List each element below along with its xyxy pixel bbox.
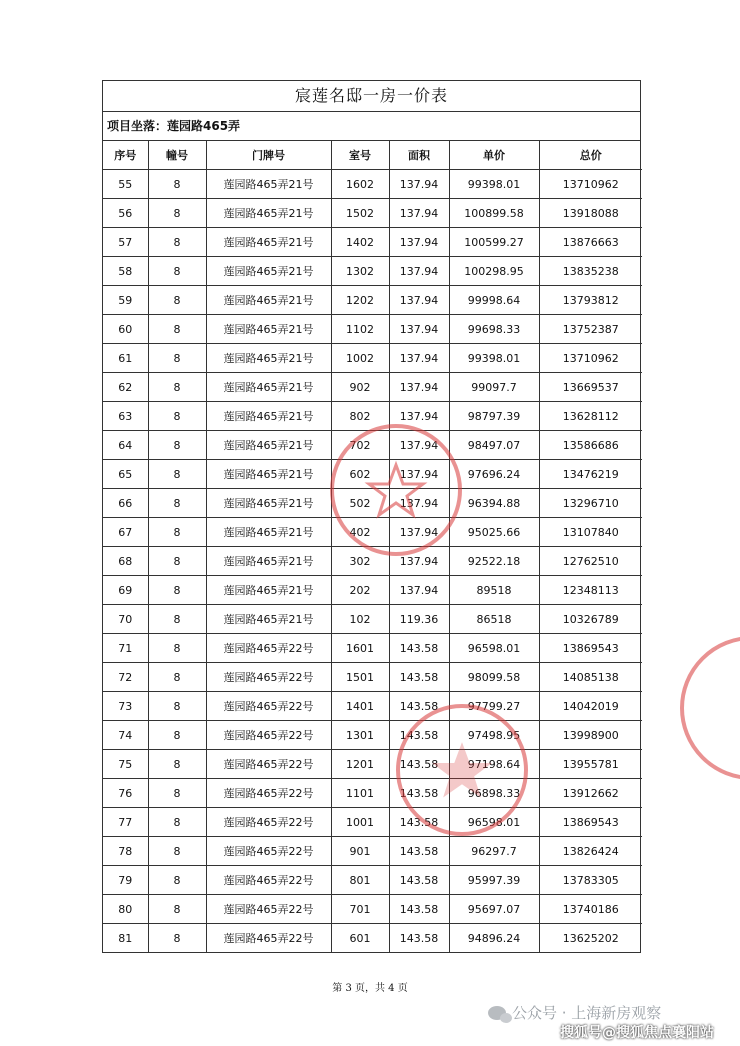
table-cell: 8 — [148, 808, 206, 837]
table-cell: 13918088 — [539, 199, 642, 228]
table-cell: 8 — [148, 692, 206, 721]
table-cell: 137.94 — [389, 489, 449, 518]
table-cell: 13586686 — [539, 431, 642, 460]
table-cell: 8 — [148, 170, 206, 199]
table-cell: 902 — [331, 373, 389, 402]
table-cell: 8 — [148, 721, 206, 750]
table-cell: 13107840 — [539, 518, 642, 547]
table-cell: 8 — [148, 895, 206, 924]
table-cell: 莲园路465弄22号 — [206, 663, 331, 692]
table-row — [103, 170, 642, 199]
table-cell: 137.94 — [389, 431, 449, 460]
table-cell: 137.94 — [389, 547, 449, 576]
table-cell: 74 — [103, 721, 148, 750]
table-cell: 13296710 — [539, 489, 642, 518]
table-cell: 莲园路465弄21号 — [206, 286, 331, 315]
table-cell: 13876663 — [539, 228, 642, 257]
table-cell: 8 — [148, 663, 206, 692]
table-cell: 13740186 — [539, 895, 642, 924]
table-cell: 莲园路465弄22号 — [206, 895, 331, 924]
table-row — [103, 518, 642, 547]
table-cell: 8 — [148, 431, 206, 460]
table-cell: 莲园路465弄21号 — [206, 257, 331, 286]
table-cell: 60 — [103, 315, 148, 344]
table-row — [103, 837, 642, 866]
table-row — [103, 373, 642, 402]
table-cell: 12348113 — [539, 576, 642, 605]
table-cell: 8 — [148, 779, 206, 808]
table-row — [103, 605, 642, 634]
project-location: 项目坐落：莲园路465弄 — [103, 112, 640, 141]
table-cell: 143.58 — [389, 895, 449, 924]
table-cell: 68 — [103, 547, 148, 576]
table-cell: 14042019 — [539, 692, 642, 721]
table-cell: 137.94 — [389, 199, 449, 228]
table-row — [103, 431, 642, 460]
table-cell: 8 — [148, 605, 206, 634]
table-cell: 65 — [103, 460, 148, 489]
table-cell: 13710962 — [539, 170, 642, 199]
table-cell: 64 — [103, 431, 148, 460]
table-cell: 80 — [103, 895, 148, 924]
table-cell: 143.58 — [389, 924, 449, 953]
table-cell: 96394.88 — [449, 489, 539, 518]
table-cell: 1501 — [331, 663, 389, 692]
table-cell: 8 — [148, 750, 206, 779]
table-cell: 8 — [148, 866, 206, 895]
table-cell: 143.58 — [389, 750, 449, 779]
table-cell: 8 — [148, 489, 206, 518]
table-cell: 99097.7 — [449, 373, 539, 402]
table-cell: 72 — [103, 663, 148, 692]
table-row — [103, 924, 642, 953]
table-cell: 602 — [331, 460, 389, 489]
table-cell: 502 — [331, 489, 389, 518]
table-cell: 莲园路465弄21号 — [206, 431, 331, 460]
table-cell: 143.58 — [389, 721, 449, 750]
table-cell: 1602 — [331, 170, 389, 199]
table-cell: 75 — [103, 750, 148, 779]
page-number: 第 3 页，共 4 页 — [332, 983, 408, 994]
table-row — [103, 721, 642, 750]
table-cell: 137.94 — [389, 286, 449, 315]
table-cell: 13912662 — [539, 779, 642, 808]
table-cell: 96598.01 — [449, 634, 539, 663]
table-cell: 95997.39 — [449, 866, 539, 895]
table-cell: 97799.27 — [449, 692, 539, 721]
table-row — [103, 199, 642, 228]
table-cell: 143.58 — [389, 866, 449, 895]
table-row — [103, 547, 642, 576]
table-cell: 8 — [148, 547, 206, 576]
table-cell: 莲园路465弄22号 — [206, 779, 331, 808]
table-row — [103, 808, 642, 837]
table-row — [103, 779, 642, 808]
table-cell: 71 — [103, 634, 148, 663]
table-cell: 57 — [103, 228, 148, 257]
table-cell: 12762510 — [539, 547, 642, 576]
table-cell: 13752387 — [539, 315, 642, 344]
table-cell: 70 — [103, 605, 148, 634]
table-cell: 莲园路465弄21号 — [206, 373, 331, 402]
table-row — [103, 402, 642, 431]
table-row — [103, 489, 642, 518]
table-cell: 8 — [148, 315, 206, 344]
table-row — [103, 228, 642, 257]
table-cell: 1302 — [331, 257, 389, 286]
table-cell: 13955781 — [539, 750, 642, 779]
table-cell: 8 — [148, 837, 206, 866]
table-cell: 莲园路465弄21号 — [206, 228, 331, 257]
table-cell: 100899.58 — [449, 199, 539, 228]
wechat-watermark — [488, 1002, 661, 1023]
table-cell: 莲园路465弄21号 — [206, 402, 331, 431]
table-cell: 13869543 — [539, 634, 642, 663]
table-cell: 1202 — [331, 286, 389, 315]
table-cell: 92522.18 — [449, 547, 539, 576]
table-cell: 13869543 — [539, 808, 642, 837]
table-cell: 8 — [148, 228, 206, 257]
table-cell: 98797.39 — [449, 402, 539, 431]
table-cell: 8 — [148, 634, 206, 663]
table-cell: 137.94 — [389, 315, 449, 344]
table-cell: 59 — [103, 286, 148, 315]
column-header: 面积 — [389, 141, 449, 170]
table-cell: 13998900 — [539, 721, 642, 750]
table-cell: 13826424 — [539, 837, 642, 866]
column-header: 幢号 — [148, 141, 206, 170]
table-cell: 10326789 — [539, 605, 642, 634]
price-list-sheet — [102, 80, 641, 953]
table-cell: 96898.33 — [449, 779, 539, 808]
table-cell: 98497.07 — [449, 431, 539, 460]
table-cell: 1102 — [331, 315, 389, 344]
table-cell: 143.58 — [389, 837, 449, 866]
table-cell: 137.94 — [389, 257, 449, 286]
table-cell: 95697.07 — [449, 895, 539, 924]
table-cell: 莲园路465弄21号 — [206, 547, 331, 576]
company-seal-edge — [672, 628, 740, 788]
document-title: 宸莲名邸一房一价表 — [103, 81, 640, 112]
table-cell: 8 — [148, 344, 206, 373]
table-row — [103, 866, 642, 895]
table-cell: 302 — [331, 547, 389, 576]
table-cell: 96598.01 — [449, 808, 539, 837]
table-cell: 莲园路465弄22号 — [206, 808, 331, 837]
table-cell: 1001 — [331, 808, 389, 837]
table-cell: 102 — [331, 605, 389, 634]
table-cell: 77 — [103, 808, 148, 837]
table-cell: 莲园路465弄21号 — [206, 605, 331, 634]
table-cell: 莲园路465弄21号 — [206, 199, 331, 228]
table-cell: 137.94 — [389, 344, 449, 373]
table-cell: 莲园路465弄21号 — [206, 489, 331, 518]
table-cell: 89518 — [449, 576, 539, 605]
table-cell: 66 — [103, 489, 148, 518]
table-body — [103, 170, 642, 953]
table-cell: 莲园路465弄21号 — [206, 518, 331, 547]
table-cell: 137.94 — [389, 460, 449, 489]
table-cell: 莲园路465弄22号 — [206, 866, 331, 895]
table-cell: 99698.33 — [449, 315, 539, 344]
table-cell: 402 — [331, 518, 389, 547]
table-cell: 13628112 — [539, 402, 642, 431]
table-cell: 97498.95 — [449, 721, 539, 750]
table-cell: 99398.01 — [449, 344, 539, 373]
column-header: 序号 — [103, 141, 148, 170]
table-cell: 13835238 — [539, 257, 642, 286]
table-cell: 901 — [331, 837, 389, 866]
wechat-icon — [488, 1006, 506, 1020]
table-row — [103, 895, 642, 924]
table-cell: 1401 — [331, 692, 389, 721]
table-cell: 67 — [103, 518, 148, 547]
table-cell: 701 — [331, 895, 389, 924]
column-header: 门牌号 — [206, 141, 331, 170]
table-cell: 8 — [148, 257, 206, 286]
table-cell: 63 — [103, 402, 148, 431]
table-cell: 143.58 — [389, 634, 449, 663]
column-header: 总价 — [539, 141, 642, 170]
table-cell: 1101 — [331, 779, 389, 808]
table-cell: 99998.64 — [449, 286, 539, 315]
table-cell: 1502 — [331, 199, 389, 228]
table-cell: 96297.7 — [449, 837, 539, 866]
table-cell: 莲园路465弄22号 — [206, 837, 331, 866]
table-cell: 55 — [103, 170, 148, 199]
table-cell: 莲园路465弄22号 — [206, 750, 331, 779]
table-cell: 1002 — [331, 344, 389, 373]
table-cell: 莲园路465弄21号 — [206, 315, 331, 344]
table-cell: 802 — [331, 402, 389, 431]
table-cell: 100599.27 — [449, 228, 539, 257]
table-cell: 801 — [331, 866, 389, 895]
table-cell: 143.58 — [389, 692, 449, 721]
table-row — [103, 576, 642, 605]
table-cell: 78 — [103, 837, 148, 866]
table-cell: 13793812 — [539, 286, 642, 315]
table-cell: 97696.24 — [449, 460, 539, 489]
table-cell: 13669537 — [539, 373, 642, 402]
table-cell: 143.58 — [389, 808, 449, 837]
table-row — [103, 663, 642, 692]
table-cell: 98099.58 — [449, 663, 539, 692]
table-cell: 1601 — [331, 634, 389, 663]
table-cell: 13783305 — [539, 866, 642, 895]
table-row — [103, 257, 642, 286]
table-cell: 1201 — [331, 750, 389, 779]
table-row — [103, 286, 642, 315]
table-cell: 1301 — [331, 721, 389, 750]
table-cell: 137.94 — [389, 402, 449, 431]
table-cell: 137.94 — [389, 170, 449, 199]
table-cell: 8 — [148, 402, 206, 431]
table-cell: 81 — [103, 924, 148, 953]
table-cell: 202 — [331, 576, 389, 605]
table-cell: 62 — [103, 373, 148, 402]
table-cell: 13710962 — [539, 344, 642, 373]
price-table — [103, 141, 642, 952]
column-header: 单价 — [449, 141, 539, 170]
table-cell: 56 — [103, 199, 148, 228]
table-cell: 100298.95 — [449, 257, 539, 286]
table-cell: 8 — [148, 576, 206, 605]
table-cell: 莲园路465弄22号 — [206, 692, 331, 721]
table-cell: 莲园路465弄22号 — [206, 924, 331, 953]
table-cell: 119.36 — [389, 605, 449, 634]
table-cell: 137.94 — [389, 228, 449, 257]
table-cell: 137.94 — [389, 576, 449, 605]
table-cell: 79 — [103, 866, 148, 895]
table-cell: 莲园路465弄21号 — [206, 170, 331, 199]
table-cell: 601 — [331, 924, 389, 953]
table-cell: 69 — [103, 576, 148, 605]
table-cell: 8 — [148, 199, 206, 228]
sohu-watermark: 搜狐号@搜狐焦点襄阳站 — [560, 1025, 714, 1041]
table-cell: 94896.24 — [449, 924, 539, 953]
table-cell: 14085138 — [539, 663, 642, 692]
table-cell: 8 — [148, 518, 206, 547]
table-row — [103, 344, 642, 373]
table-cell: 莲园路465弄21号 — [206, 460, 331, 489]
table-row — [103, 692, 642, 721]
table-row — [103, 315, 642, 344]
table-cell: 莲园路465弄21号 — [206, 344, 331, 373]
table-cell: 702 — [331, 431, 389, 460]
column-header: 室号 — [331, 141, 389, 170]
table-cell: 8 — [148, 286, 206, 315]
table-cell: 143.58 — [389, 779, 449, 808]
table-cell: 73 — [103, 692, 148, 721]
table-cell: 1402 — [331, 228, 389, 257]
table-cell: 8 — [148, 373, 206, 402]
table-cell: 76 — [103, 779, 148, 808]
table-row — [103, 460, 642, 489]
table-cell: 莲园路465弄21号 — [206, 576, 331, 605]
table-cell: 13625202 — [562, 931, 619, 945]
table-cell: 95025.66 — [449, 518, 539, 547]
table-row — [103, 750, 642, 779]
table-cell: 86518 — [449, 605, 539, 634]
table-cell: 97198.64 — [449, 750, 539, 779]
table-header-row — [103, 141, 642, 170]
table-cell: 137.94 — [389, 373, 449, 402]
table-cell: 61 — [103, 344, 148, 373]
table-cell: 莲园路465弄22号 — [206, 721, 331, 750]
table-cell: 99398.01 — [449, 170, 539, 199]
table-cell: 58 — [103, 257, 148, 286]
table-row — [103, 634, 642, 663]
wechat-watermark-text: 公众号 · 上海新房观察 — [512, 1004, 662, 1022]
table-cell: 13476219 — [539, 460, 642, 489]
table-cell: 莲园路465弄22号 — [206, 634, 331, 663]
table-cell: 8 — [148, 460, 206, 489]
table-cell: 143.58 — [389, 663, 449, 692]
table-cell: 8 — [148, 924, 206, 953]
table-cell: 137.94 — [389, 518, 449, 547]
